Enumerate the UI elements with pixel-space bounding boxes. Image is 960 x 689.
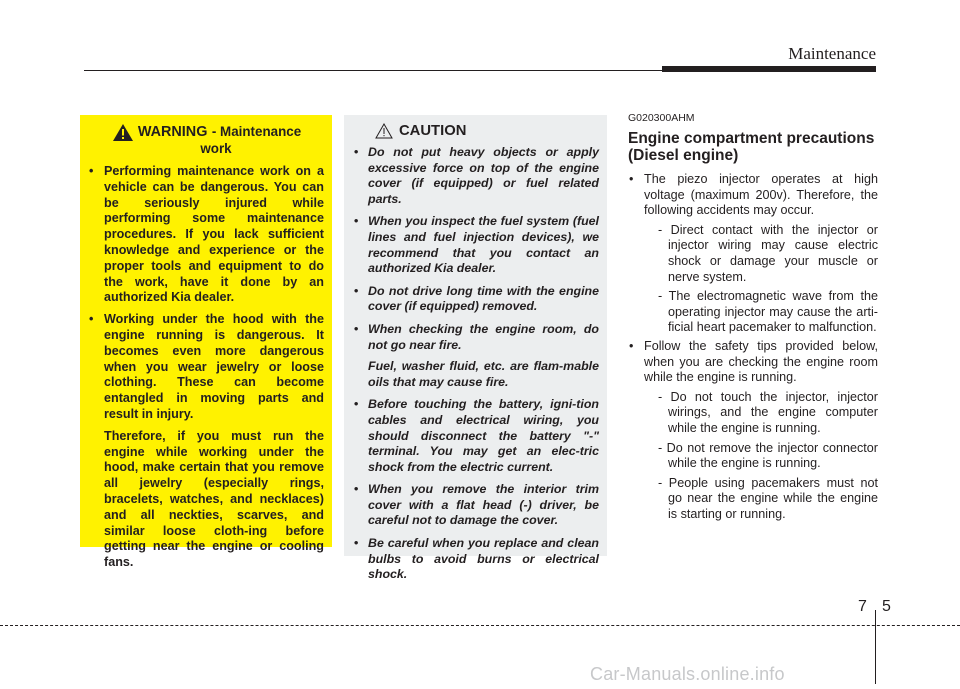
caution-box	[344, 115, 607, 582]
section-item: • Follow the safety tips provided below, when you are checking the engine room while the engine is running. - Do not touch the injector, injector wirings, and the engine computer while the engine is running. - Do not remove the injector connector while the engine is running. - People using pacemakers must not go near the engine while the engine is starting or running.	[628, 339, 878, 523]
section-title-line: (Diesel engine)	[628, 147, 739, 164]
section-title	[628, 130, 878, 164]
caution-item: • Before touching the battery, igni-tion cables and electrical wiring, you should disconnect the battery "-" terminal. You may get an elec-tric shock from the electric current.	[354, 397, 599, 475]
caution-item: • Be careful when you replace and clean bulbs to avoid burns or electrical shock.	[354, 536, 599, 583]
caution-header	[375, 123, 599, 139]
section-subitem: - Direct contact with the injector or injector wiring may cause electric shock or damage your muscle or nerve system.	[658, 222, 878, 284]
caution-item: • When you remove the interior trim cover with a flat head (-) driver, be careful not to damage the cover.	[354, 482, 599, 529]
header-bar	[662, 66, 876, 72]
warning-triangle-icon	[113, 124, 133, 141]
header-rule	[84, 70, 662, 71]
caution-item: • When checking the engine room, do not go near fire. Fuel, washer fluid, etc. are flam-mable oils that may cause fire.	[354, 322, 599, 390]
page-header-title: Maintenance	[788, 44, 876, 63]
warning-header	[90, 123, 324, 141]
section-item: • The piezo injector operates at high voltage (maximum 200v). Therefore, the following accidents may occur. - Direct contact with the injector or injector wiring may cause electric shock or damage your muscle or nerve system. - The electromagnetic wave from the operating injector may cause the arti-ficial heart pacemaker to malfunction.	[628, 172, 878, 336]
section-list	[628, 172, 878, 522]
caution-item: • Do not drive long time with the engine cover (if equipped) removed.	[354, 284, 599, 315]
warning-box	[80, 115, 332, 570]
footer-rule	[0, 625, 960, 626]
section-title-line: Engine compartment precautions	[628, 130, 875, 147]
warning-subtitle-2: work	[200, 141, 232, 156]
chapter-number: 7	[858, 598, 867, 615]
section-subitem: - The electromagnetic wave from the operating injector may cause the arti-ficial heart pacemaker to malfunction.	[658, 289, 878, 335]
footer-divider	[875, 610, 876, 684]
section-code: G020300AHM	[628, 112, 695, 124]
caution-item: • Do not put heavy objects or apply excessive force on top of the engine cover (if equipped) or fuel related parts.	[354, 145, 599, 207]
warning-subtitle: - Maintenance	[211, 124, 302, 139]
section-subitem: - Do not remove the injector connector while the engine is running.	[658, 440, 878, 471]
warning-list	[88, 164, 324, 571]
section-subitem: - People using pacemakers must not go near the engine while the engine is starting or running.	[658, 475, 878, 521]
warning-item: • Working under the hood with the engine running is dangerous. It becomes even more dangerous when you wear jewelry or loose clothing. These can become entangled in moving parts and result in injury. Therefore, if you must run the engine while working under the hood, make certain that you remove all jewelry (especially rings, bracelets, watches, and necklaces) and all neckties, scarves, and similar loose cloth-ing before getting near the engine or cooling fans.	[88, 312, 324, 571]
warning-title: WARNING	[137, 124, 208, 140]
warning-item: • Performing maintenance work on a vehicle can be dangerous. You can be seriously injured while performing some maintenance procedures. If you lack sufficient knowledge and experience or the proper tools and equipment to do the work, have it done by an authorized Kia dealer.	[88, 164, 324, 306]
page-number: 5	[882, 598, 891, 615]
warning-item-continuation: Therefore, if you must run the engine while working under the hood, make certain that you remove all jewelry (especially rings, bracelets, watches, and necklaces) and all neckties, scarves, and similar loose cloth-ing before getting near the engine or cooling fans.	[104, 428, 324, 570]
caution-list	[354, 145, 599, 583]
watermark: Car-Manuals.online.info	[590, 664, 785, 684]
section-column	[628, 112, 878, 525]
caution-title: CAUTION	[399, 123, 467, 139]
section-subitem: - Do not touch the injector, injector wirings, and the engine computer while the engine is running.	[658, 389, 878, 435]
caution-item-continuation: Fuel, washer fluid, etc. are flam-mable oils that may cause fire.	[368, 359, 599, 389]
caution-item: • When you inspect the fuel system (fuel lines and fuel injection devices), we recommend that you contact an authorized Kia dealer.	[354, 214, 599, 276]
caution-triangle-icon	[375, 123, 393, 139]
